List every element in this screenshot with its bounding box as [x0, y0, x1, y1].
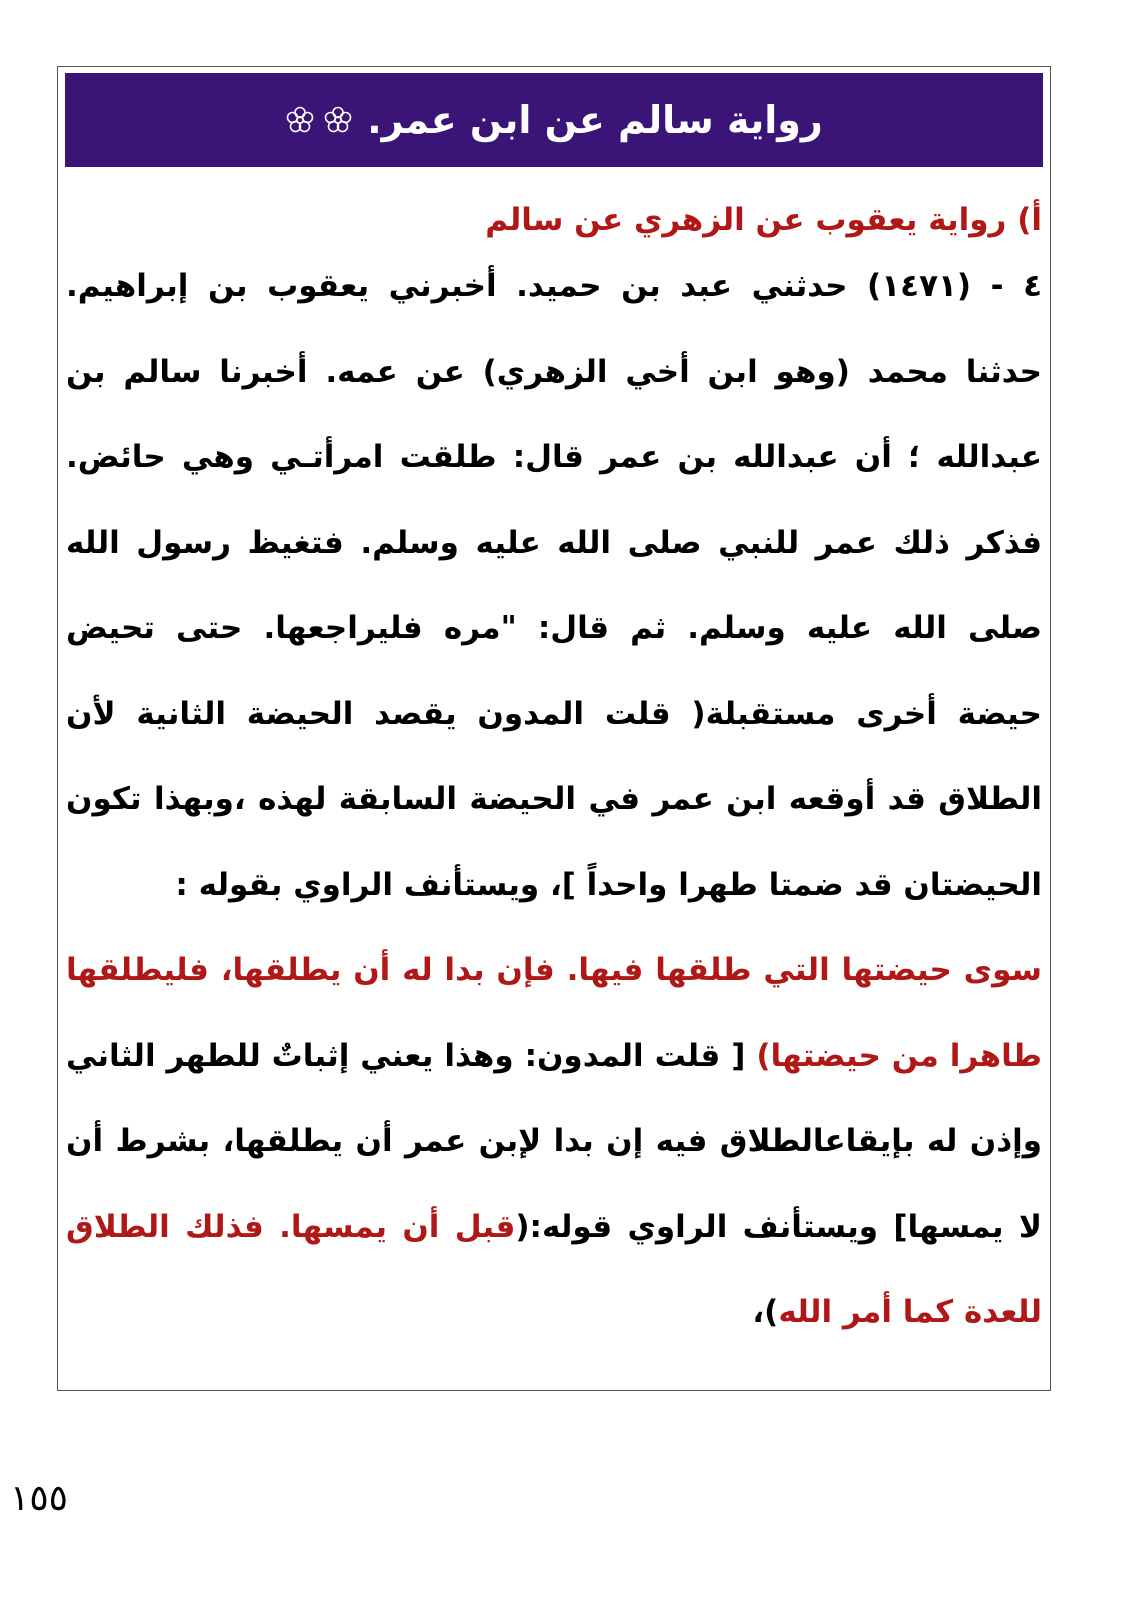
commentary-text-segment: الحیضتان قد ضمتا طهرا واحداً ]، ویستأنف الراوي بقوله :	[175, 866, 1042, 903]
text-line	[66, 1270, 1042, 1356]
commentary-text-segment: )،	[752, 1294, 779, 1330]
text-line	[66, 586, 1042, 672]
flower-ornament-icon	[323, 105, 353, 135]
text-line	[66, 843, 1042, 929]
commentary-text-segment: لا یمسها] ویستأنف الراوي قوله:(	[515, 1208, 1042, 1245]
header-ornaments	[285, 105, 353, 135]
commentary-text-segment: عبدالله ؛ أن عبدالله بن عمر قال: طلقت امرأتـي وهي حائض.	[66, 439, 1042, 475]
commentary-text-segment: فذكر ذلك عمر للنبي صلى الله علیه وسلم. فتغیظ رسول الله	[66, 524, 1042, 561]
hadith-lines	[66, 244, 1042, 1356]
commentary-text-segment: ٤ - (١٤٧١) حدثني عبد بن حمید. أخبرني یعقوب بن إبراهیم.	[66, 268, 1042, 304]
flower-ornament-icon	[285, 105, 315, 135]
hadith-text-segment: قبل أن یمسها. فذلك الطلاق	[66, 1208, 516, 1245]
text-line	[66, 1014, 1042, 1100]
text-line	[66, 415, 1042, 501]
commentary-text-segment: حیضة أخرى مستقبلة( قلت المدون یقصد الحیضة الثانیة لأن	[66, 695, 1042, 732]
text-line	[66, 330, 1042, 416]
text-line	[66, 928, 1042, 1014]
commentary-text-segment: حدثنا محمد (وهو ابن أخي الزهري) عن عمه. أخبرنا سالم بن	[66, 353, 1042, 390]
text-line	[66, 757, 1042, 843]
text-line	[66, 244, 1042, 330]
text-line	[66, 1099, 1042, 1185]
text-line	[66, 501, 1042, 587]
hadith-text-segment: للعدة كما أمر الله	[778, 1294, 1042, 1330]
page-number: ١٥٥	[10, 1478, 69, 1519]
commentary-text-segment: وإذن له بإیقاعالطلاق فیه إن بدا لإبن عمر أن یطلقها، بشرط أن	[66, 1123, 1042, 1159]
chapter-header	[65, 73, 1043, 167]
section-subheading: أ) روایة یعقوب عن الزهري عن سالم	[485, 202, 1042, 238]
hadith-text-segment: سوى حیضتها التي طلقها فیها. فإن بدا له أن یطلقها، فلیطلقها	[66, 952, 1042, 988]
chapter-title: روایة سالم عن ابن عمر.	[367, 98, 823, 142]
commentary-text-segment: صلى الله علیه وسلم. ثم قال: "مره فلیراجعها. حتى تحیض	[66, 610, 1042, 646]
text-line	[66, 672, 1042, 758]
hadith-body	[66, 172, 1042, 1356]
commentary-text-segment: الطلاق قد أوقعه ابن عمر في الحیضة السابقة لهذه ،وبهذا تكون	[66, 781, 1042, 817]
hadith-text-segment: طاهرا من حیضتها)	[745, 1037, 1042, 1074]
text-line	[66, 1185, 1042, 1271]
commentary-text-segment: [ قلت المدون: وهذا یعني إثباتٌ للطهر الثاني	[66, 1037, 746, 1074]
